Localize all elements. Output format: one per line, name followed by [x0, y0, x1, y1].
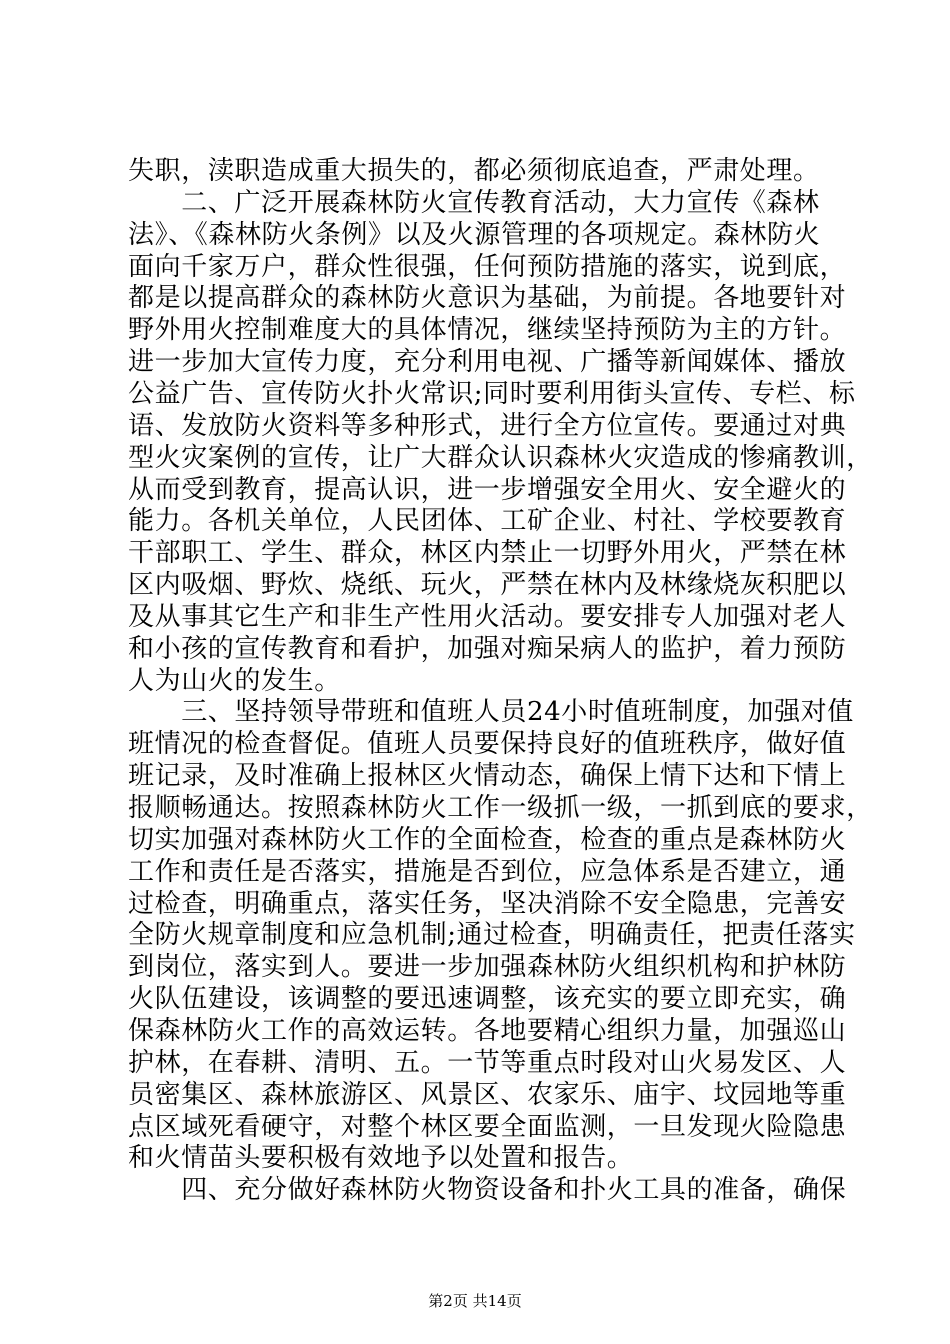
body-text-line: 法》、《森林防火条例》以及火源管理的各项规定。森林防火 — [128, 219, 821, 250]
body-text-line: 人为山火的发生。 — [128, 665, 341, 696]
body-text-line: 报顺畅通达。按照森林防火工作一级抓一级，一抓到底的要求， — [128, 793, 873, 823]
body-text-line: 三、坚持领导带班和值班人员24小时值班制度，加强对值 — [128, 697, 854, 728]
body-text-line: 公益广告、宣传防火扑火常识;同时要利用街头宣传、专栏、标 — [128, 378, 856, 409]
body-text-line: 语、发放防火资料等多种形式，进行全方位宣传。要通过对典 — [128, 410, 847, 441]
body-text-line: 和小孩的宣传教育和看护，加强对痴呆病人的监护，着力预防 — [128, 633, 847, 664]
body-text-line: 失职，渎职造成重大损失的，都必须彻底追查，严肃处理。 — [128, 156, 820, 186]
body-text-line: 二、广泛开展森林防火宣传教育活动，大力宣传《森林 — [128, 187, 820, 218]
body-text-line: 从而受到教育，提高认识，进一步增强安全用火、安全避火的 — [128, 474, 847, 505]
body-text-line: 护林，在春耕、清明、五。一节等重点时段对山火易发区、人 — [128, 1047, 847, 1078]
body-text-line: 及从事其它生产和非生产性用火活动。要安排专人加强对老人 — [128, 601, 847, 632]
body-text-line: 能力。各机关单位，人民团体、工矿企业、村社、学校要教育 — [128, 506, 847, 537]
body-text-line: 点区域死看硬守，对整个林区要全面监测，一旦发现火险隐患 — [128, 1111, 847, 1142]
body-text-line: 过检查，明确重点，落实任务，坚决消除不安全隐患，完善安 — [128, 888, 847, 919]
body-text-line: 型火灾案例的宣传，让广大群众认识森林火灾造成的惨痛教训， — [128, 442, 873, 473]
body-text-line: 到岗位，落实到人。要进一步加强森林防火组织机构和护林防 — [128, 952, 847, 983]
body-text-line: 班情况的检查督促。值班人员要保持良好的值班秩序，做好值 — [128, 729, 847, 760]
body-text-line: 切实加强对森林防火工作的全面检查，检查的重点是森林防火 — [128, 824, 847, 855]
body-text-line: 火队伍建设，该调整的要迅速调整，该充实的要立即充实，确 — [128, 984, 847, 1015]
body-text-line: 干部职工、学生、群众，林区内禁止一切野外用火，严禁在林 — [128, 538, 847, 569]
body-text-line: 工作和责任是否落实，措施是否到位，应急体系是否建立，通 — [128, 856, 847, 887]
body-text-line: 班记录，及时准确上报林区火情动态，确保上情下达和下情上 — [128, 761, 847, 792]
body-text-line: 员密集区、森林旅游区、风景区、农家乐、庙宇、坟园地等重 — [128, 1079, 847, 1110]
body-text-line: 四、充分做好森林防火物资设备和扑火工具的准备，确保 — [128, 1175, 847, 1206]
page-number-footer: 第2页 共14页 — [428, 1292, 522, 1310]
body-text-line: 区内吸烟、野炊、烧纸、玩火，严禁在林内及林缘烧灰积肥以 — [128, 570, 847, 601]
body-text-line: 保森林防火工作的高效运转。各地要精心组织力量，加强巡山 — [128, 1015, 847, 1046]
body-text-line: 都是以提高群众的森林防火意识为基础，为前提。各地要针对 — [128, 283, 847, 314]
body-text-line: 野外用火控制难度大的具体情况，继续坚持预防为主的方针。 — [128, 315, 847, 346]
body-text-line: 进一步加大宣传力度，充分利用电视、广播等新闻媒体、播放 — [128, 347, 847, 378]
body-text-line: 全防火规章制度和应急机制;通过检查，明确责任，把责任落实 — [128, 920, 856, 951]
body-text-line: 面向千家万户，群众性很强，任何预防措施的落实，说到底， — [128, 251, 847, 282]
body-text-line: 和火情苗头要积极有效地予以处置和报告。 — [128, 1143, 634, 1174]
